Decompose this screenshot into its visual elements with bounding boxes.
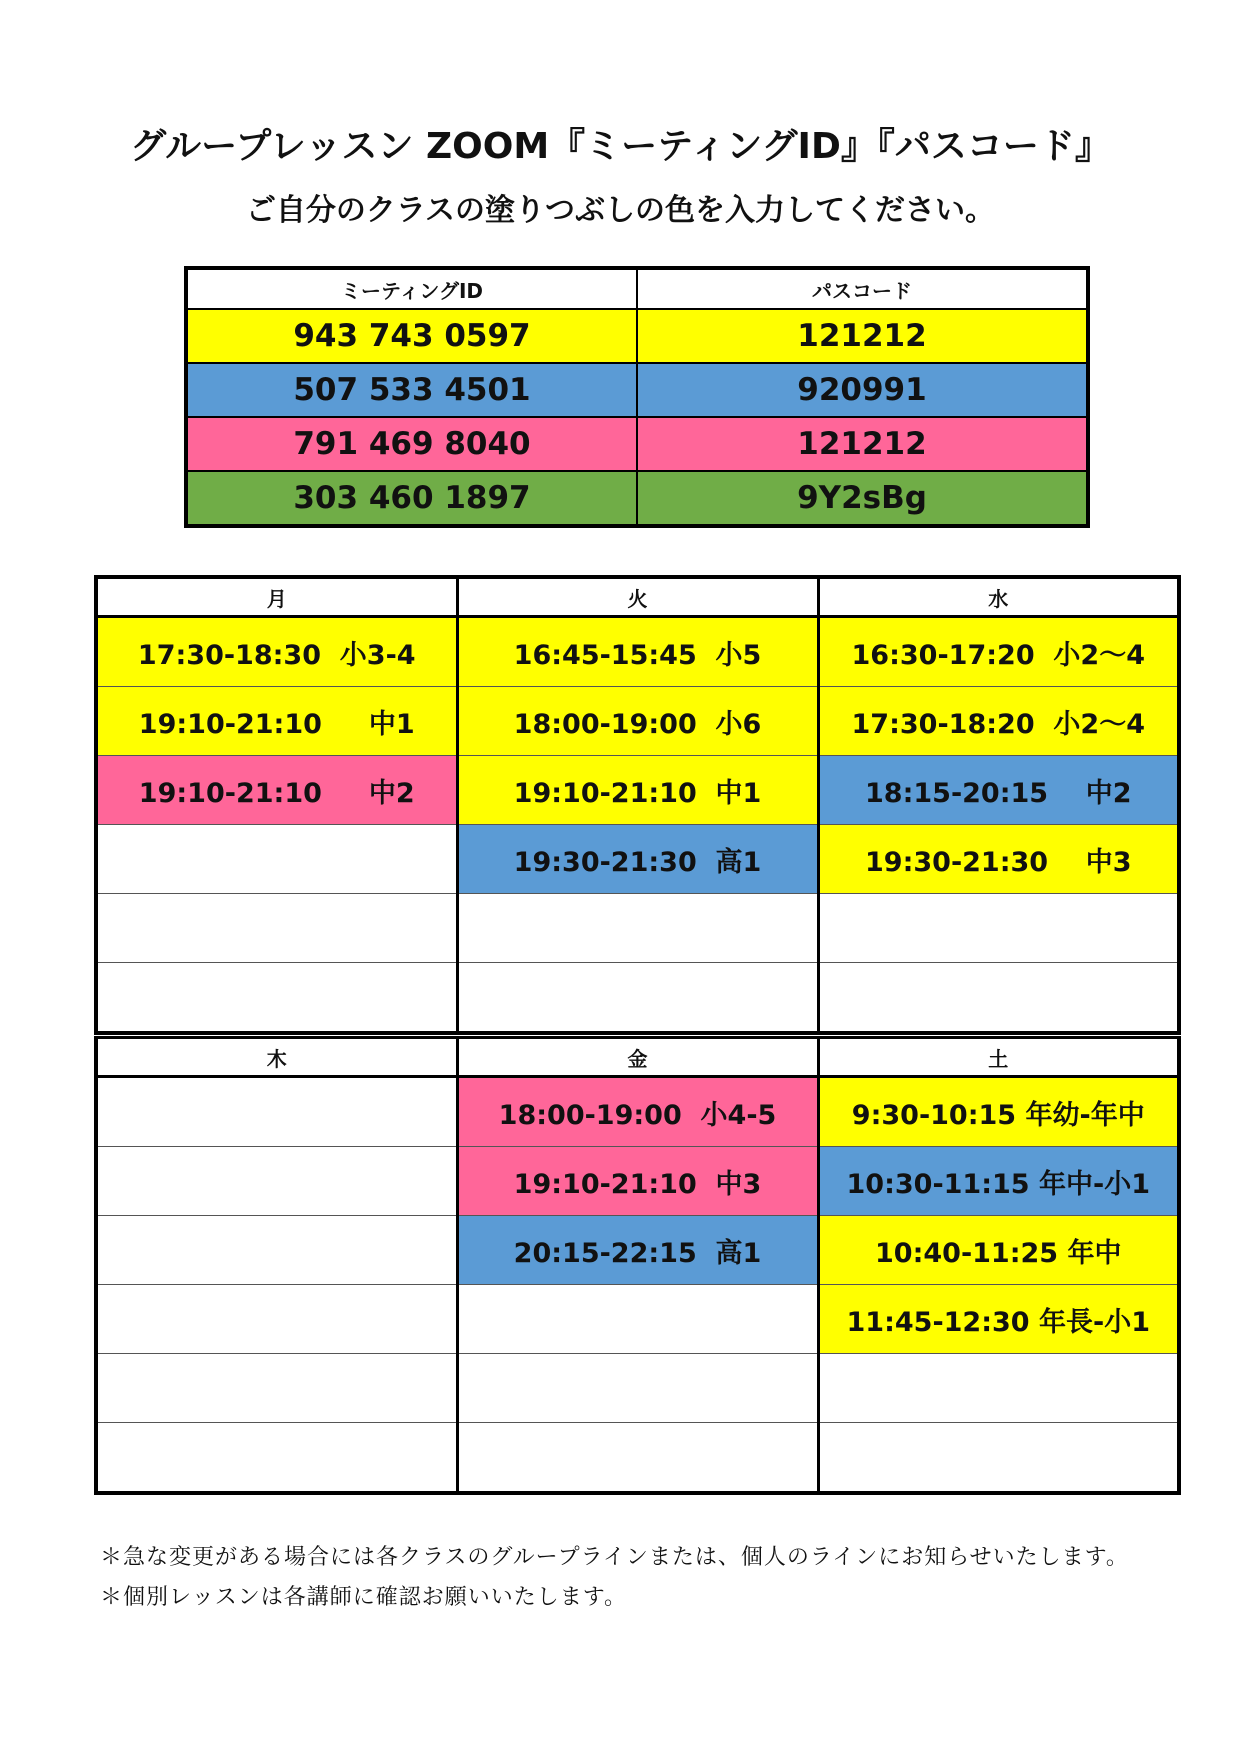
class-slot-cell: 11:45-12:30 年長-小1 — [818, 1285, 1179, 1354]
class-slot-cell: 9:30-10:15 年幼-年中 — [818, 1077, 1179, 1147]
meeting-id-cell: 507 533 4501 — [186, 363, 637, 417]
schedule-row — [96, 894, 1179, 963]
schedule-row — [96, 1077, 1179, 1147]
page-title: グループレッスン ZOOM『ミーティングID』『パスコード』 — [130, 126, 1111, 167]
passcode-cell: 9Y2sBg — [637, 471, 1088, 526]
zoom-row — [186, 309, 1088, 363]
class-slot-cell: 19:30-21:30 高1 — [457, 825, 818, 894]
day-header-wednesday: 水 — [818, 577, 1179, 617]
class-slot-cell: 18:15-20:15 中2 — [818, 756, 1179, 825]
empty-slot-cell — [457, 894, 818, 963]
day-header-friday: 金 — [457, 1038, 818, 1077]
schedule-table-thu-sat — [94, 1036, 1181, 1495]
empty-slot-cell — [96, 825, 457, 894]
class-slot-cell: 10:40-11:25 年中 — [818, 1216, 1179, 1285]
zoom-credentials-table — [184, 266, 1090, 528]
empty-slot-cell — [96, 1423, 457, 1494]
class-slot-cell: 18:00-19:00 小4-5 — [457, 1077, 818, 1147]
schedule-row — [96, 1147, 1179, 1216]
day-header-tuesday: 火 — [457, 577, 818, 617]
note-change-notice: ＊急な変更がある場合には各クラスのグループラインまたは、個人のラインにお知らせいたします。 — [100, 1545, 1129, 1570]
schedule-table-mon-wed — [94, 575, 1181, 1035]
zoom-row — [186, 363, 1088, 417]
schedule-row — [96, 963, 1179, 1034]
empty-slot-cell — [96, 1216, 457, 1285]
note-private-lesson: ＊個別レッスンは各講師に確認お願いいたします。 — [100, 1585, 628, 1610]
zoom-row — [186, 417, 1088, 471]
class-slot-cell: 19:10-21:10 中3 — [457, 1147, 818, 1216]
class-slot-cell: 16:45-15:45 小5 — [457, 617, 818, 687]
schedule-row — [96, 756, 1179, 825]
day-header-row — [96, 1038, 1179, 1077]
passcode-header: パスコード — [637, 268, 1088, 309]
empty-slot-cell — [818, 1423, 1179, 1494]
class-slot-cell: 20:15-22:15 高1 — [457, 1216, 818, 1285]
empty-slot-cell — [96, 894, 457, 963]
schedule-row — [96, 1216, 1179, 1285]
day-header-saturday: 土 — [818, 1038, 1179, 1077]
schedule-row — [96, 1285, 1179, 1354]
empty-slot-cell — [96, 1285, 457, 1354]
class-slot-cell: 19:10-21:10 中2 — [96, 756, 457, 825]
passcode-cell: 121212 — [637, 309, 1088, 363]
passcode-cell: 121212 — [637, 417, 1088, 471]
meeting-id-cell: 303 460 1897 — [186, 471, 637, 526]
empty-slot-cell — [96, 963, 457, 1034]
schedule-row — [96, 825, 1179, 894]
class-slot-cell: 19:10-21:10 中1 — [96, 687, 457, 756]
passcode-cell: 920991 — [637, 363, 1088, 417]
schedule-body — [96, 1077, 1179, 1494]
empty-slot-cell — [96, 1354, 457, 1423]
empty-slot-cell — [457, 1354, 818, 1423]
empty-slot-cell — [818, 1354, 1179, 1423]
empty-slot-cell — [457, 1423, 818, 1494]
empty-slot-cell — [457, 963, 818, 1034]
schedule-body — [96, 617, 1179, 1034]
empty-slot-cell — [457, 1285, 818, 1354]
class-slot-cell: 17:30-18:30 小3-4 — [96, 617, 457, 687]
meeting-id-cell: 791 469 8040 — [186, 417, 637, 471]
class-slot-cell: 19:30-21:30 中3 — [818, 825, 1179, 894]
empty-slot-cell — [818, 894, 1179, 963]
day-header-thursday: 木 — [96, 1038, 457, 1077]
schedule-row — [96, 617, 1179, 687]
meeting-id-header: ミーティングID — [186, 268, 637, 309]
day-header-row — [96, 577, 1179, 617]
page-subtitle: ご自分のクラスの塗りつぶしの色を入力してください。 — [245, 193, 996, 228]
schedule-row — [96, 1354, 1179, 1423]
class-slot-cell: 16:30-17:20 小2～4 — [818, 617, 1179, 687]
zoom-row — [186, 471, 1088, 526]
class-slot-cell: 18:00-19:00 小6 — [457, 687, 818, 756]
empty-slot-cell — [96, 1147, 457, 1216]
class-slot-cell: 10:30-11:15 年中-小1 — [818, 1147, 1179, 1216]
day-header-monday: 月 — [96, 577, 457, 617]
schedule-row — [96, 687, 1179, 756]
zoom-table-header-row — [186, 268, 1088, 309]
empty-slot-cell — [96, 1077, 457, 1147]
empty-slot-cell — [818, 963, 1179, 1034]
class-slot-cell: 17:30-18:20 小2～4 — [818, 687, 1179, 756]
meeting-id-cell: 943 743 0597 — [186, 309, 637, 363]
schedule-row — [96, 1423, 1179, 1494]
class-slot-cell: 19:10-21:10 中1 — [457, 756, 818, 825]
